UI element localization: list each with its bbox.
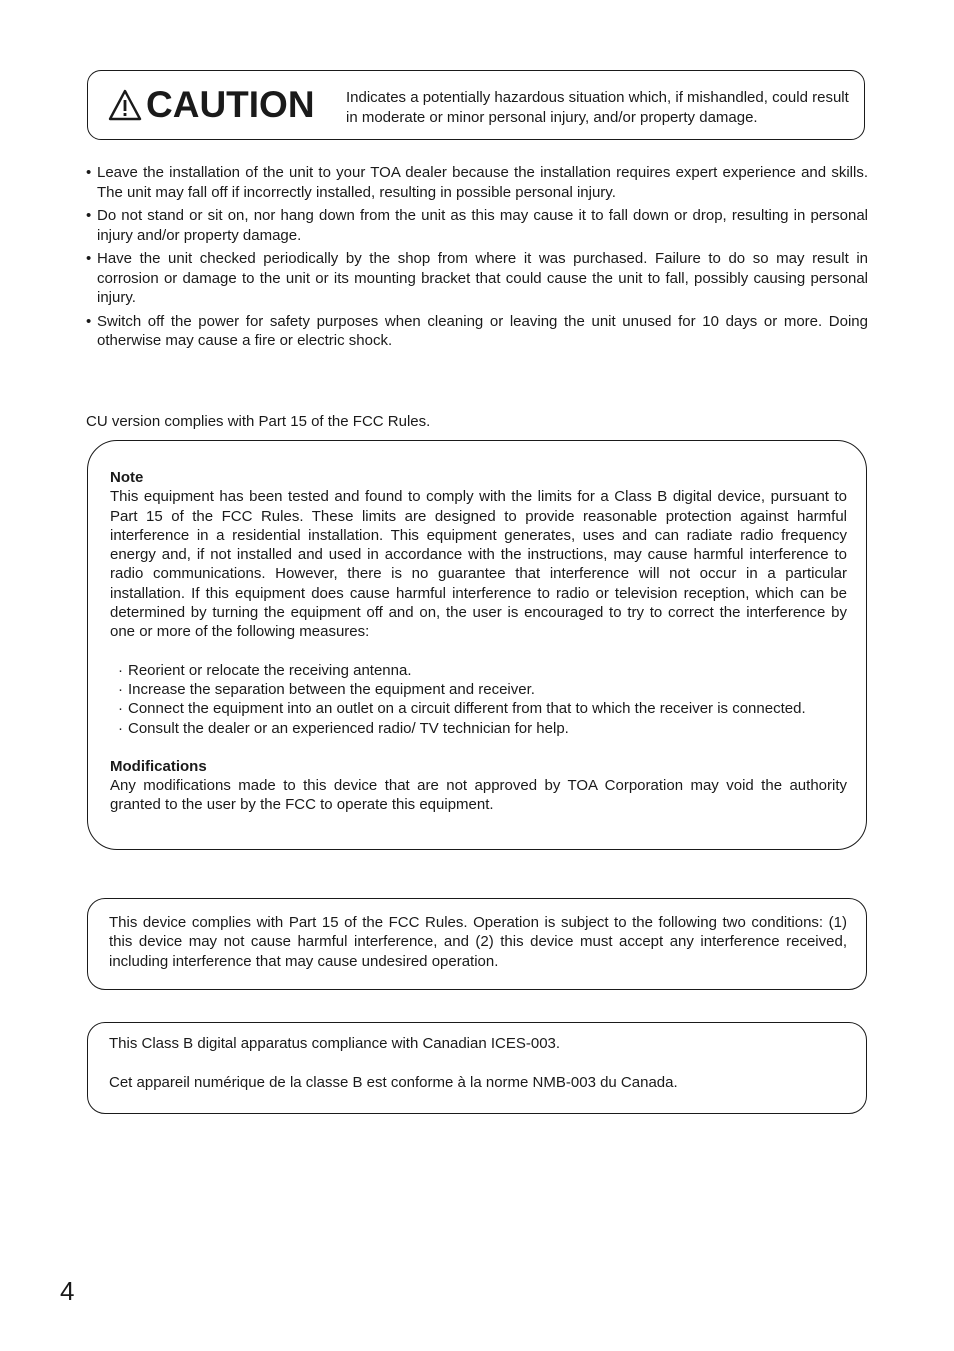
list-item	[86, 312, 868, 351]
list-item	[118, 661, 847, 680]
list-item	[86, 163, 868, 202]
note-content	[110, 468, 847, 815]
bullet-text: Have the unit checked periodically by the shop from where it was purchased. Failure to do so may result in corrosion or damage to the unit or its mounting bracket that could cause the unit to fall, possibly causing personal injury.	[97, 250, 868, 306]
canada-french-text: Cet appareil numérique de la classe B est conforme à la norme NMB-003 du Canada.	[109, 1074, 678, 1091]
canada-compliance-box	[87, 1022, 867, 1114]
bullet-text: Do not stand or sit on, nor hang down from the unit as this may cause it to fall down or drop, resulting in personal injury and/or property damage.	[97, 207, 868, 244]
bullet-text: Leave the installation of the unit to your TOA dealer because the installation requires expert experience and skills. The unit may fall off if incorrectly installed, resulting in possible personal injury.	[97, 164, 868, 201]
list-item	[118, 719, 847, 738]
measure-text: Increase the separation between the equipment and receiver.	[128, 680, 535, 698]
page-number: 4	[60, 1276, 75, 1306]
fcc-statement: CU version complies with Part 15 of the FCC Rules.	[86, 413, 431, 430]
list-item	[86, 249, 868, 308]
conditions-box	[87, 898, 867, 990]
safety-bullet-list	[86, 163, 868, 355]
list-item	[118, 680, 847, 699]
bullet-marker: •	[86, 207, 92, 224]
note-box	[87, 440, 867, 850]
bullet-marker: ·	[118, 700, 123, 718]
caution-title: CAUTION	[146, 84, 315, 125]
bullet-marker: ·	[118, 661, 123, 679]
measure-text: Consult the dealer or an experienced radio/ TV technician for help.	[128, 719, 569, 737]
canada-english-text: This Class B digital apparatus compliance with Canadian ICES-003.	[109, 1035, 561, 1052]
bullet-marker: •	[86, 250, 92, 267]
modifications-body: Any modifications made to this device that are not approved by TOA Corporation may void the authority granted to the user by the FCC to operate this equipment.	[110, 777, 847, 814]
caution-box	[87, 70, 865, 140]
bullet-text: Switch off the power for safety purposes when cleaning or leaving the unit unused for 10 days or more. Doing otherwise may cause a fire or electric shock.	[97, 312, 868, 349]
measures-list	[118, 661, 847, 738]
conditions-text: This device complies with Part 15 of the FCC Rules. Operation is subject to the following two conditions: (1) this device may not cause harmful interference, and (2) this device must accept any interference received, including interference that may cause undesired operation.	[109, 914, 847, 970]
list-item	[86, 206, 868, 245]
note-heading: Note	[110, 469, 144, 486]
note-body: This equipment has been tested and found to comply with the limits for a Class B digital device, pursuant to Part 15 of the FCC Rules. These limits are designed to provide reasonable protection against harmful interference in a residential installation. This equipment generates, uses and can radiate radio frequency energy and, if not installed and used in accordance with the instructions, may cause harmful interference to radio communications. However, there is no guarantee that interference will not occur in a particular installation. If this equipment does cause harmful interference to radio or television reception, which can be determined by turning the equipment off and on, the user is encouraged to try to correct the interference by one or more of the following measures:	[110, 488, 847, 641]
measure-text: Reorient or relocate the receiving antenna.	[128, 661, 412, 679]
measure-text: Connect the equipment into an outlet on a circuit different from that to which the receiver is connected.	[128, 700, 806, 718]
caution-heading	[108, 83, 315, 127]
modifications-heading: Modifications	[110, 757, 207, 775]
bullet-marker: ·	[118, 719, 123, 737]
bullet-marker: •	[86, 164, 92, 181]
bullet-marker: •	[86, 312, 92, 330]
caution-description: Indicates a potentially hazardous situation which, if mishandled, could result in moderate or minor personal injury, and/or property damage.	[346, 89, 849, 126]
warning-triangle-icon	[108, 89, 142, 121]
bullet-marker: ·	[118, 680, 123, 698]
list-item	[118, 699, 847, 718]
